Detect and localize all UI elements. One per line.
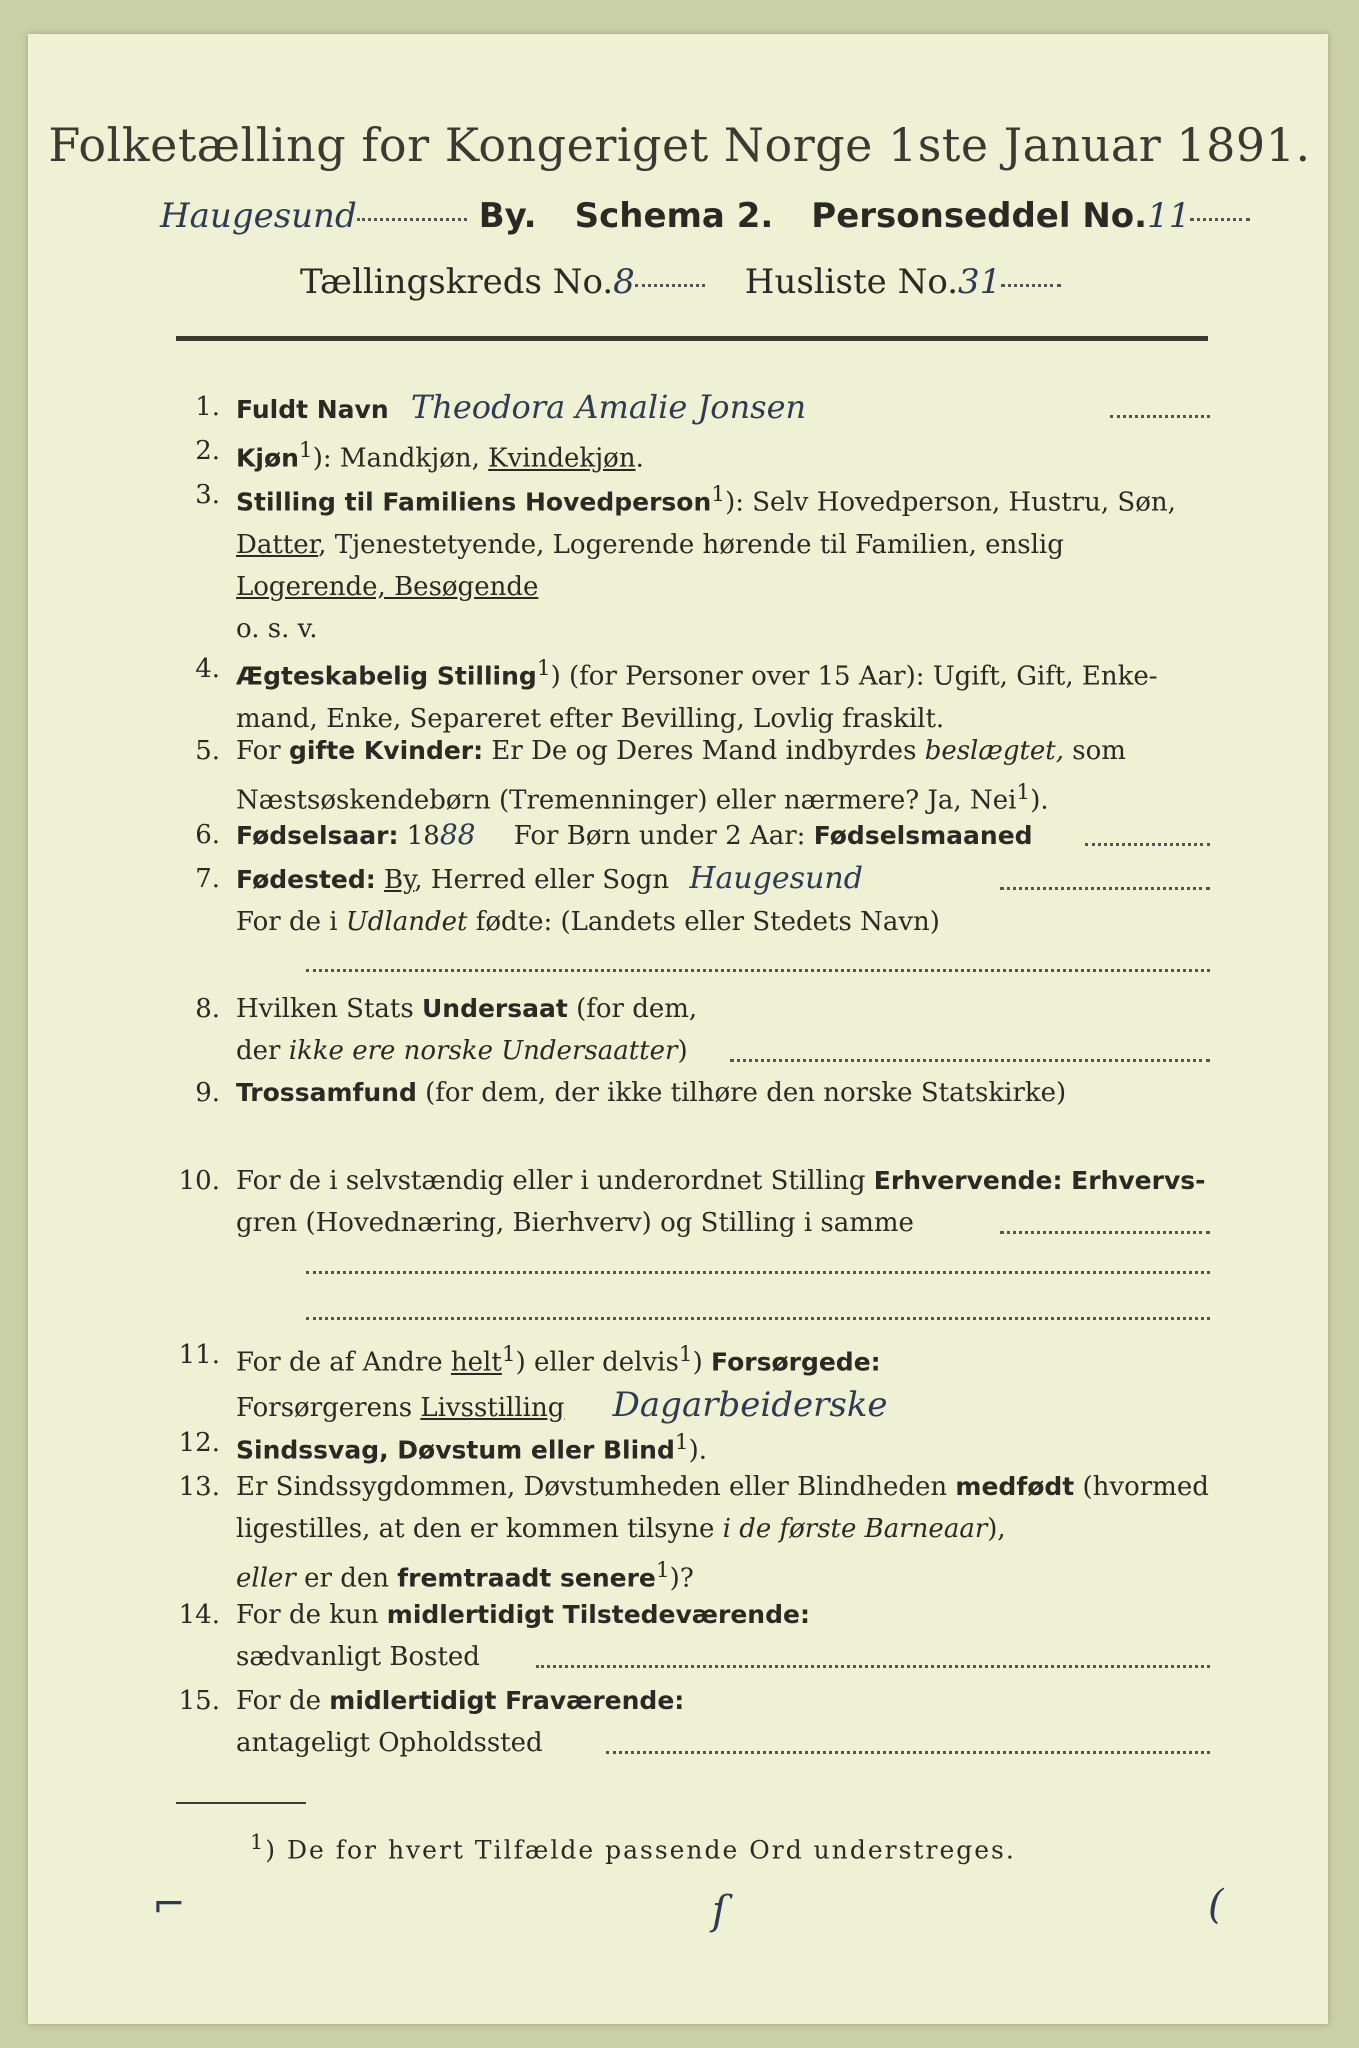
kjon-label: Kjøn bbox=[236, 443, 299, 473]
q3-line1: ): Selv Hovedperson, Hustru, Søn, bbox=[725, 487, 1176, 518]
q13-line1-end: (hvormed bbox=[1082, 1472, 1209, 1502]
q6-dots bbox=[1085, 842, 1210, 846]
q7-dots-1 bbox=[1000, 886, 1210, 890]
q10-dots-1 bbox=[1000, 1230, 1210, 1234]
header-rule bbox=[176, 336, 1208, 341]
kreds-handwritten: 8 bbox=[613, 262, 635, 302]
question-number: 9. bbox=[195, 1078, 220, 1108]
question-number: 5. bbox=[195, 736, 220, 766]
city-dots bbox=[357, 217, 467, 221]
livsstilling-underlined: Livsstilling bbox=[420, 1392, 565, 1423]
q13-line2-end: ), bbox=[987, 1514, 1006, 1544]
q13-line3: er den bbox=[304, 1563, 389, 1594]
q14-line1: For de kun bbox=[236, 1600, 379, 1630]
erhvervende-label: Erhvervende: Erhvervs- bbox=[873, 1166, 1206, 1195]
footnote-ref: 1 bbox=[501, 1342, 516, 1367]
question-number: 1. bbox=[195, 392, 220, 422]
footnote-mark: 1 bbox=[250, 1830, 266, 1854]
kvindekjon-underlined: Kvindekjøn bbox=[488, 443, 636, 474]
personseddel-dots bbox=[1190, 217, 1250, 221]
fremtraadt-label: fremtraadt senere bbox=[397, 1563, 656, 1593]
footnote-ref: 1 bbox=[536, 656, 551, 681]
question-number: 14. bbox=[178, 1600, 220, 1630]
q15-line1: For de bbox=[236, 1686, 321, 1716]
q7-line2-end: fødte: (Landets eller Stedets Navn) bbox=[475, 907, 940, 937]
q8-line2: der bbox=[236, 1036, 281, 1066]
fodselsaar-label: Fødselsaar: bbox=[236, 821, 399, 850]
occupation-handwritten: Dagarbeiderske bbox=[612, 1384, 888, 1425]
q8-line1-end: (for dem, bbox=[576, 994, 698, 1024]
q3-line2: , Tjenestetyende, Logerende hørende til Familien, enslig bbox=[318, 529, 1064, 560]
question-number: 10. bbox=[178, 1166, 220, 1196]
kreds-line bbox=[300, 262, 1061, 302]
q8-line2-end: ) bbox=[677, 1036, 688, 1066]
fodselsmaaned-label: Fødselsmaaned bbox=[813, 821, 1033, 850]
name-handwritten: Theodora Amalie Jonsen bbox=[410, 388, 807, 426]
question-number: 3. bbox=[195, 480, 220, 510]
q8-dots bbox=[730, 1058, 1210, 1062]
footnote-ref: 1 bbox=[655, 1558, 670, 1583]
by-label: By. bbox=[478, 196, 537, 236]
q5-line1-end: som bbox=[1072, 736, 1126, 766]
personseddel-label: Personseddel No. bbox=[811, 196, 1148, 236]
city-line bbox=[160, 196, 1250, 236]
tilstedevaerende-label: midlertidigt Tilstedeværende: bbox=[386, 1600, 810, 1629]
q4-line2: mand, Enke, Separeret efter Bevilling, Lovlig fraskilt. bbox=[236, 703, 945, 734]
helt-underlined: helt bbox=[450, 1347, 502, 1378]
medfodt-label: medfødt bbox=[955, 1472, 1075, 1501]
husliste-label: Husliste No. bbox=[744, 262, 959, 302]
trossamfund-label: Trossamfund bbox=[236, 1078, 417, 1107]
question-number: 6. bbox=[195, 820, 220, 850]
q7-dots-2 bbox=[306, 968, 1210, 972]
q5-line2: Næstsøskendebørn (Tremenninger) eller nærmere? Ja, Nei bbox=[236, 785, 1017, 816]
footnote-ref: 1 bbox=[674, 1430, 689, 1455]
q13-italic: i de første Barneaar bbox=[722, 1514, 988, 1544]
question-number: 13. bbox=[178, 1472, 220, 1502]
q5-italic: beslægtet, bbox=[924, 736, 1065, 766]
forsorgede-label: Forsørgede: bbox=[711, 1347, 881, 1377]
q2-end: . bbox=[635, 443, 644, 474]
fodested-label: Fødested: bbox=[236, 865, 376, 894]
kjon-options: ): Mandkjøn, bbox=[312, 443, 480, 474]
q6-mid: For Børn under 2 Aar: bbox=[513, 821, 806, 851]
q3-line4: o. s. v. bbox=[236, 613, 318, 644]
question-number: 15. bbox=[178, 1686, 220, 1716]
q15-dots bbox=[606, 1750, 1210, 1754]
fuldt-navn-label: Fuldt Navn bbox=[236, 395, 389, 424]
footnote-text: ) De for hvert Tilfælde passende Ord understreges. bbox=[265, 1835, 1016, 1865]
personseddel-handwritten: 11 bbox=[1147, 196, 1191, 236]
question-number: 12. bbox=[178, 1428, 220, 1458]
q14-dots bbox=[536, 1664, 1210, 1668]
footnote-ref: 1 bbox=[678, 1342, 693, 1367]
footnote-rule bbox=[176, 1802, 306, 1804]
footnote-ref: 1 bbox=[711, 482, 726, 507]
schema-label: Schema 2. bbox=[574, 196, 774, 236]
q15-line2: antageligt Opholdssted bbox=[236, 1728, 543, 1758]
q8-line1: Hvilken Stats bbox=[236, 994, 414, 1024]
birthplace-handwritten: Haugesund bbox=[689, 861, 863, 896]
q10-dots-2 bbox=[306, 1270, 1210, 1274]
year-prefix: 18 bbox=[406, 821, 440, 851]
udlandet-italic: Udlandet bbox=[345, 907, 468, 937]
year-handwritten: 88 bbox=[439, 818, 476, 851]
husliste-dots bbox=[1001, 283, 1061, 287]
q7-line2: For de i bbox=[236, 907, 338, 937]
q13-line3-end: )? bbox=[669, 1563, 694, 1594]
q4-line1: ) (for Personer over 15 Aar): Ugift, Gift, Enke- bbox=[550, 661, 1158, 692]
q7-text: , Herred eller Sogn bbox=[414, 865, 670, 895]
question-number: 11. bbox=[178, 1340, 220, 1370]
q8-italic: ikke ere norske Undersaatter bbox=[288, 1036, 678, 1066]
fravaerende-label: midlertidigt Fraværende: bbox=[329, 1686, 685, 1715]
pen-mark: ( bbox=[1208, 1882, 1224, 1928]
eller-italic: eller bbox=[236, 1563, 296, 1594]
q10-line2: gren (Hovednæring, Bierhverv) og Stilling i samme bbox=[236, 1208, 914, 1238]
kreds-label: Tællingskreds No. bbox=[300, 262, 614, 302]
q14-line2: sædvanligt Bosted bbox=[236, 1642, 480, 1672]
question-number: 7. bbox=[195, 864, 220, 894]
pen-mark: ⌐ bbox=[152, 1882, 186, 1928]
q5-pre: For bbox=[236, 736, 281, 766]
footnote-ref: 1 bbox=[1016, 780, 1031, 805]
question-3 bbox=[160, 474, 1210, 644]
by-underlined: By bbox=[384, 865, 415, 895]
q3-line3: Logerende, Besøgende bbox=[236, 571, 539, 602]
husliste-handwritten: 31 bbox=[958, 262, 1002, 302]
form-title: Folketælling for Kongeriget Norge 1ste Januar 1891. bbox=[48, 118, 1311, 172]
kreds-dots bbox=[635, 283, 705, 287]
sindssvag-label: Sindssvag, Døvstum eller Blind bbox=[236, 1435, 675, 1465]
footnote bbox=[250, 1830, 1016, 1864]
footnote-ref: 1 bbox=[298, 438, 313, 463]
aegteskab-label: Ægteskabelig Stilling bbox=[236, 661, 537, 691]
q1-dots bbox=[1110, 414, 1210, 418]
q10-line1: For de i selvstændig eller i underordnet Stilling bbox=[236, 1166, 866, 1196]
undersaat-label: Undersaat bbox=[421, 994, 568, 1023]
q13-line1: Er Sindssygdommen, Døvstumheden eller Blindheden bbox=[236, 1472, 948, 1502]
q12-end: ). bbox=[688, 1435, 708, 1466]
q13-line2: ligestilles, at den er kommen tilsyne bbox=[236, 1514, 715, 1544]
gifte-kvinder-label: gifte Kvinder: bbox=[288, 736, 484, 765]
q10-dots-3 bbox=[306, 1316, 1210, 1320]
city-handwritten: Haugesund bbox=[160, 196, 357, 236]
question-number: 8. bbox=[195, 994, 220, 1024]
q5-end: ). bbox=[1030, 785, 1049, 816]
question-number: 2. bbox=[195, 436, 220, 466]
question-number: 4. bbox=[195, 654, 220, 684]
stilling-label: Stilling til Familiens Hovedperson bbox=[236, 487, 712, 517]
q9-text: (for dem, der ikke tilhøre den norske Statskirke) bbox=[425, 1078, 1067, 1108]
pen-mark: ſ bbox=[712, 1888, 727, 1934]
q5-line1: Er De og Deres Mand indbyrdes bbox=[491, 736, 917, 766]
q11-line2: Forsørgerens bbox=[236, 1392, 413, 1423]
q11-mid: ) eller delvis bbox=[515, 1347, 679, 1378]
q11-line1: For de af Andre bbox=[236, 1347, 443, 1378]
datter-underlined: Datter bbox=[236, 529, 319, 560]
